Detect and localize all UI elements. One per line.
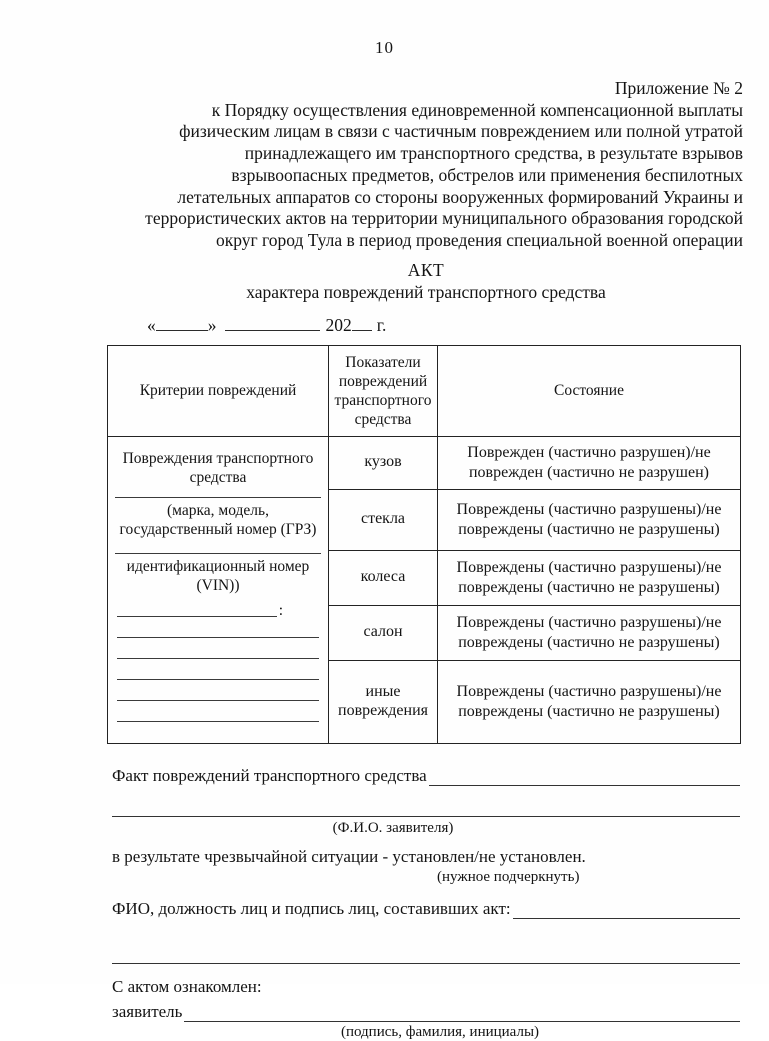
result-line: в результате чрезвычайной ситуации - установлен/не установлен.	[112, 846, 586, 866]
act-subtitle: характера повреждений транспортного средства	[246, 281, 606, 302]
applicant-line	[112, 1002, 740, 1022]
damage-table	[107, 345, 741, 744]
criteria-make-model: (марка, модель, государственный номер (ГРЗ)	[119, 501, 317, 538]
appendix-block	[80, 78, 743, 252]
table-header-row	[108, 345, 741, 436]
page-number: 10	[375, 38, 394, 57]
month-blank-field	[225, 316, 320, 331]
col-header-criteria: Критерии повреждений	[108, 345, 329, 436]
appendix-line: летательных аппаратов со стороны вооруженных формирований Украины и	[177, 186, 743, 207]
indicator-cell: кузов	[329, 436, 438, 489]
officials-line	[112, 899, 740, 919]
fio-caption: (Ф.И.О. заявителя)	[332, 819, 454, 836]
fill-in-line	[117, 638, 319, 659]
state-cell: Повреждены (частично разрушены)/не повреждены (частично не разрушены)	[438, 605, 741, 660]
officials-blank-line	[112, 949, 740, 964]
fill-in-line-with-colon	[117, 602, 283, 617]
fill-in-line	[429, 770, 740, 786]
fact-label: Факт повреждений транспортного средства	[112, 765, 427, 785]
col-header-state: Состояние	[438, 345, 741, 436]
applicant-label: заявитель	[112, 1001, 183, 1021]
year-blank-field	[352, 316, 372, 331]
state-cell: Повреждены (частично разрушены)/не повреждены (частично не разрушены)	[438, 489, 741, 550]
officials-label: ФИО, должность лиц и подпись лиц, составивших акт:	[112, 898, 511, 918]
day-blank-field	[156, 316, 208, 331]
fill-in-line	[117, 659, 319, 680]
state-cell: Поврежден (частично разрушен)/не поврежден (частично не разрушен)	[438, 436, 741, 489]
fill-in-line	[117, 680, 319, 701]
fill-in-line	[117, 701, 319, 722]
open-quote: «	[147, 314, 156, 335]
fill-in-line	[513, 903, 740, 919]
state-cell: Повреждены (частично разрушены)/не повреждены (частично не разрушены)	[438, 660, 741, 743]
underline-note: (нужное подчеркнуть)	[437, 868, 580, 885]
appendix-title: Приложение № 2	[614, 78, 743, 98]
fill-in-line	[117, 602, 277, 617]
appendix-line: округ город Тула в период проведения специальной военной операции	[215, 229, 743, 250]
close-quote: »	[207, 314, 217, 335]
fill-in-line	[184, 1006, 740, 1022]
colon: :	[278, 601, 283, 619]
fill-in-line	[115, 553, 321, 554]
date-line	[147, 315, 769, 336]
appendix-line: террористических актов на территории муниципального образования городской	[145, 208, 743, 229]
fill-in-line	[117, 617, 319, 638]
appendix-line: принадлежащего им транспортного средства, в результате взрывов	[244, 143, 743, 164]
table-row	[108, 436, 741, 489]
criteria-cell	[108, 436, 329, 743]
indicator-cell: салон	[329, 605, 438, 660]
appendix-line: физическим лицам в связи с частичным повреждением или полной утратой	[179, 121, 743, 142]
signature-caption: (подпись, фамилия, инициалы)	[340, 1023, 540, 1040]
criteria-damage-title: Повреждения транспортного средства	[122, 449, 314, 486]
year-prefix: 202	[325, 314, 352, 335]
appendix-line: к Порядку осуществления единовременной компенсационной выплаты	[211, 99, 743, 120]
criteria-vin: идентификационный номер (VIN))	[126, 557, 310, 594]
fact-line	[112, 766, 740, 786]
indicator-cell: иные повреждения	[329, 660, 438, 743]
act-title: АКТ	[407, 259, 445, 280]
year-suffix: г.	[376, 314, 387, 335]
state-cell: Повреждены (частично разрушены)/не повреждены (частично не разрушены)	[438, 550, 741, 605]
acquainted-label: С актом ознакомлен:	[112, 976, 262, 996]
col-header-indicators: Показатели повреждений транспортного средства	[329, 345, 438, 436]
appendix-line: взрывоопасных предметов, обстрелов или применения беспилотных	[231, 164, 743, 185]
indicator-cell: колеса	[329, 550, 438, 605]
fill-in-line	[115, 497, 321, 498]
indicator-cell: стекла	[329, 489, 438, 550]
fio-blank-line	[112, 802, 740, 817]
